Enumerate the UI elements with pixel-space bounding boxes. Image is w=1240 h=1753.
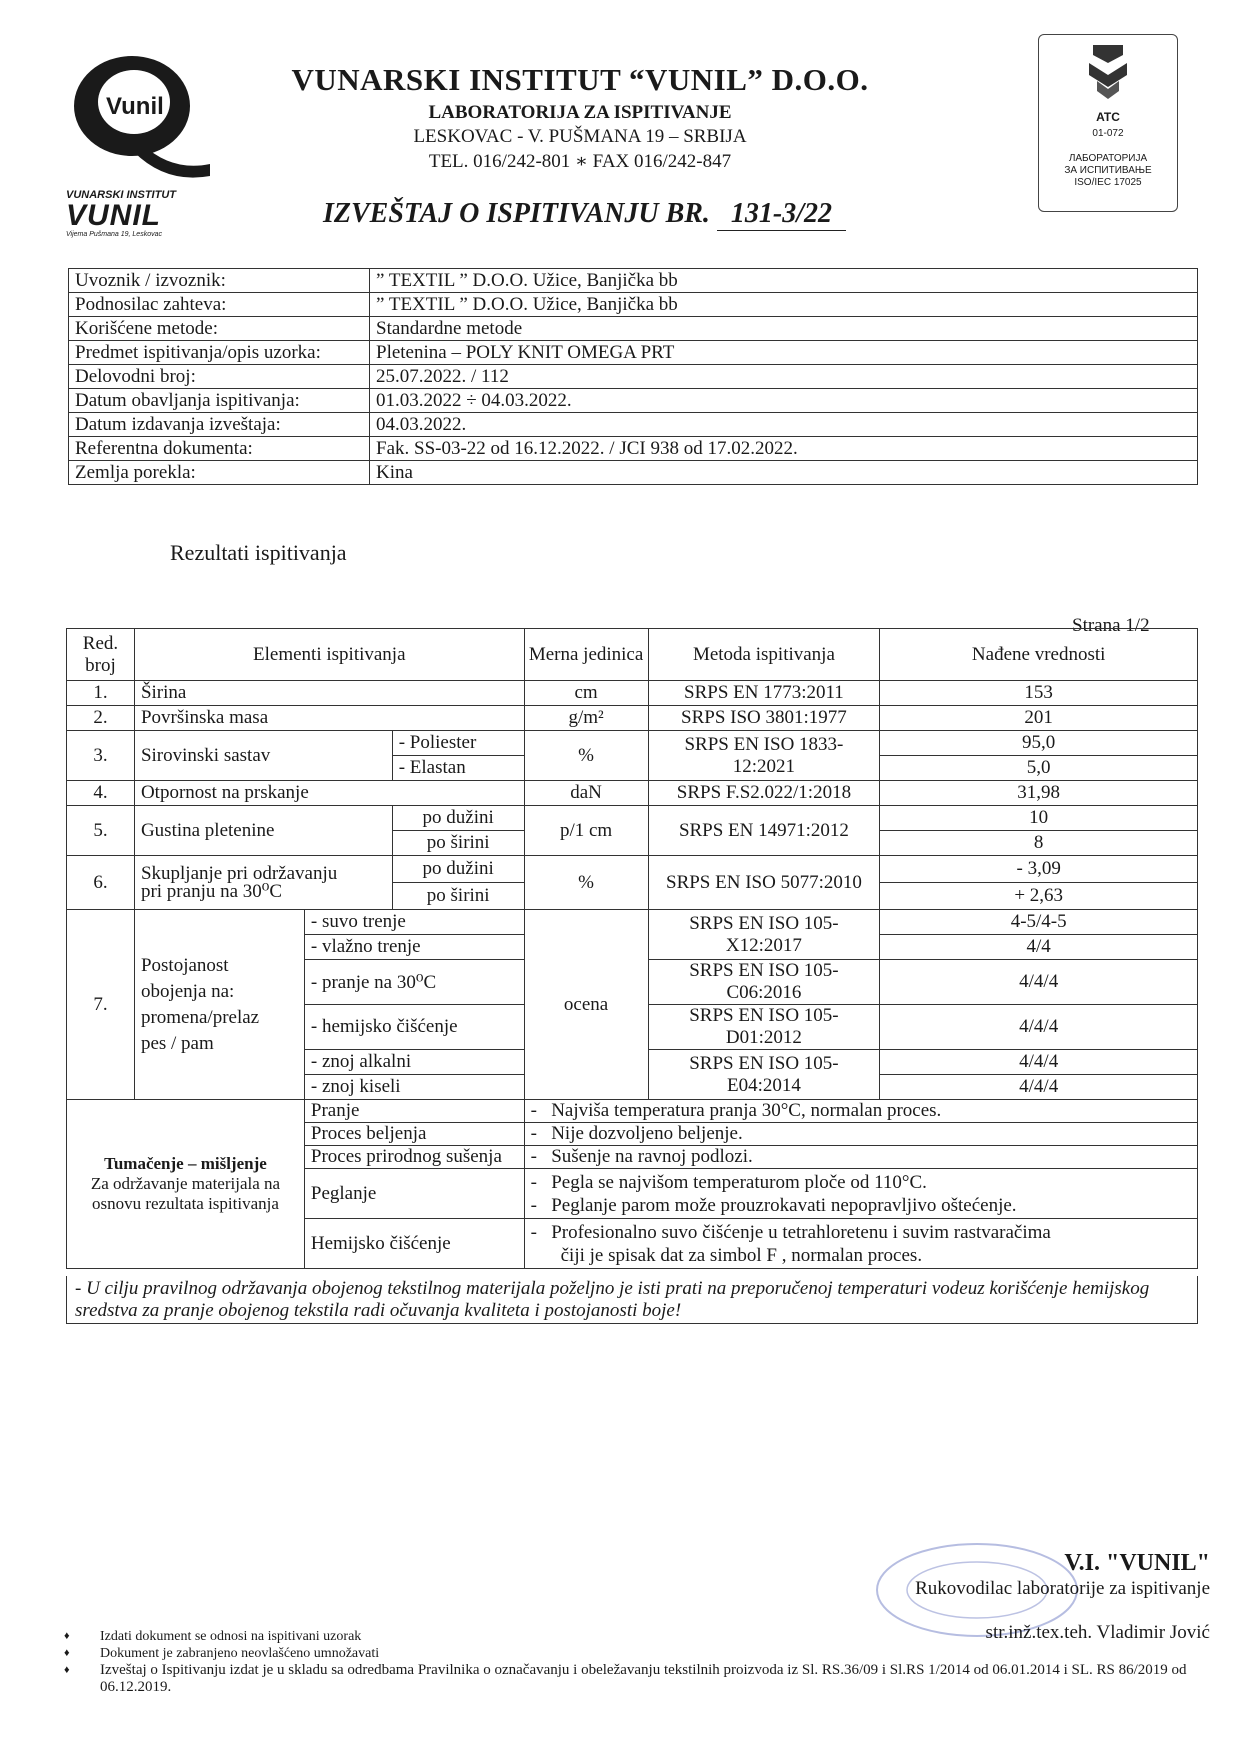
- row-subelement: po širini: [392, 831, 524, 856]
- care-dash: -: [530, 1171, 537, 1193]
- info-key: Uvoznik / izvoznik:: [69, 269, 370, 293]
- row-value: 4/4: [880, 935, 1198, 960]
- row-method: SRPS EN ISO 5077:2010: [648, 856, 880, 910]
- info-value: Kina: [370, 461, 1198, 485]
- care-key: Pranje: [304, 1100, 524, 1123]
- info-value: 01.03.2022 ÷ 04.03.2022.: [370, 389, 1198, 413]
- info-key: Referentna dokumenta:: [69, 437, 370, 461]
- col-merna-jedinica: Merna jedinica: [524, 629, 648, 681]
- report-title: [323, 198, 846, 231]
- care-dash: -: [530, 1194, 537, 1216]
- row-subelement: - pranje na 30⁰C: [304, 960, 524, 1005]
- logo-brand: Vunil: [106, 93, 164, 120]
- footer-note: ♦ Dokument je zabranjeno neovlašćeno umnožavati: [96, 1645, 1240, 1662]
- row-unit: %: [524, 731, 648, 781]
- atc-code: 01-072: [1092, 128, 1124, 139]
- atc-line-1: ЛАБОРАТОРИЈА: [1068, 153, 1148, 164]
- row-method: SRPS EN 14971:2012: [648, 806, 880, 856]
- table-row: [67, 806, 1198, 831]
- atc-accreditation-badge: [1038, 34, 1178, 212]
- table-row: [67, 731, 1198, 756]
- row-element-line-4: pes / pam: [140, 1032, 214, 1054]
- col-nadjene-vrednosti: Nađene vrednosti: [880, 629, 1198, 681]
- info-row: [69, 317, 1198, 341]
- row-no: 6.: [67, 856, 135, 910]
- logo-caption-1: VUNARSKI INSTITUT: [66, 189, 176, 201]
- row-value: 4/4/4: [880, 1050, 1198, 1075]
- row-unit: daN: [524, 781, 648, 806]
- col-elementi: Elementi ispitivanja: [134, 629, 524, 681]
- row-element: Širina: [134, 681, 524, 706]
- care-row: [67, 1100, 1198, 1123]
- row-no: 7.: [67, 910, 135, 1100]
- footer-notes: [96, 1628, 1240, 1696]
- row-method: SRPS EN ISO 105-C06:2016: [648, 960, 880, 1005]
- institute-title: VUNARSKI INSTITUT “VUNIL” D.O.O.: [291, 62, 869, 97]
- row-element: Gustina pletenine: [134, 806, 392, 856]
- signature-name: str.inž.tex.teh. Vladimir Jović: [985, 1622, 1210, 1643]
- row-value: 8: [880, 831, 1198, 856]
- care-key: Proces prirodnog sušenja: [304, 1146, 524, 1169]
- care-text: čiji je spisak dat za simbol F , normalan proces.: [560, 1244, 923, 1266]
- row-element: Sirovinski sastav: [134, 731, 392, 781]
- row-method: SRPS EN ISO 105-E04:2014: [648, 1050, 880, 1100]
- row-unit: %: [524, 856, 648, 910]
- care-dash: -: [530, 1146, 537, 1167]
- care-text: Peglanje parom može prouzrokavati nepopravljivo oštećenje.: [551, 1194, 1017, 1216]
- info-key: Delovodni broj:: [69, 365, 370, 389]
- row-element-line-2: obojenja na:: [140, 980, 235, 1002]
- row-subelement: - znoj kiseli: [304, 1075, 524, 1100]
- row-value: - 3,09: [880, 856, 1198, 883]
- table-row: [67, 910, 1198, 935]
- signature-org: V.I. "VUNIL": [1064, 1550, 1210, 1576]
- col-metoda: Metoda ispitivanja: [648, 629, 880, 681]
- info-row: [69, 365, 1198, 389]
- info-key: Zemlja porekla:: [69, 461, 370, 485]
- table-row: [67, 781, 1198, 806]
- care-key: Proces beljenja: [304, 1123, 524, 1146]
- row-value: 5,0: [880, 756, 1198, 781]
- results-title: Rezultati ispitivanja: [170, 540, 347, 565]
- info-row: [69, 269, 1198, 293]
- address: LESKOVAC - V. PUŠMANA 19 – SRBIJA: [413, 126, 747, 147]
- row-element: Površinska masa: [134, 706, 524, 731]
- lab-name: LABORATORIJA ZA ISPITIVANJE: [428, 102, 732, 123]
- care-key: Hemijsko čišćenje: [304, 1219, 524, 1269]
- row-no: 5.: [67, 806, 135, 856]
- info-value: ” TEXTIL ” D.O.O. Užice, Banjička bb: [370, 293, 1198, 317]
- row-no: 2.: [67, 706, 135, 731]
- care-value: [524, 1100, 1197, 1123]
- row-element-line-1: Skupljanje pri održavanju: [140, 862, 338, 884]
- care-title: Tumačenje – mišljenje: [104, 1154, 267, 1173]
- care-dash: -: [530, 1123, 537, 1144]
- row-method: SRPS ISO 3801:1977: [648, 706, 880, 731]
- care-note: - U cilju pravilnog održavanja obojenog tekstilnog materijala poželjno je isti prati na preporučenoj temperaturi vodeuz korišćenje hemijskog sredstva za pranje obojenog tekstila radi očuvanja kvaliteta i postojanosti boje!: [66, 1276, 1198, 1324]
- row-subelement: po dužini: [392, 806, 524, 831]
- row-value: 31,98: [880, 781, 1198, 806]
- care-value: [524, 1146, 1197, 1169]
- row-subelement: - Elastan: [392, 756, 524, 781]
- info-row: [69, 413, 1198, 437]
- row-method: SRPS F.S2.022/1:2018: [648, 781, 880, 806]
- row-unit: p/1 cm: [524, 806, 648, 856]
- row-element: [134, 910, 304, 1100]
- row-value: 95,0: [880, 731, 1198, 756]
- row-subelement: po dužini: [392, 856, 524, 883]
- atc-name: ATC: [1096, 110, 1120, 124]
- care-value: [524, 1123, 1197, 1146]
- table-row: [67, 706, 1198, 731]
- info-key: Datum izdavanja izveštaja:: [69, 413, 370, 437]
- info-value: Standardne metode: [370, 317, 1198, 341]
- care-value: [524, 1169, 1197, 1219]
- row-element-line-3: promena/prelaz: [140, 1006, 260, 1028]
- info-value: 04.03.2022.: [370, 413, 1198, 437]
- info-row: [69, 461, 1198, 485]
- care-key: Peglanje: [304, 1169, 524, 1219]
- row-unit: g/m²: [524, 706, 648, 731]
- info-value: ” TEXTIL ” D.O.O. Užice, Banjička bb: [370, 269, 1198, 293]
- row-subelement: - vlažno trenje: [304, 935, 524, 960]
- row-element: Otpornost na prskanje: [134, 781, 524, 806]
- care-text: Nije dozvoljeno beljenje.: [551, 1123, 743, 1144]
- row-method: SRPS EN ISO 1833-12:2021: [648, 731, 880, 781]
- logo-caption-2: VUNIL: [66, 199, 161, 232]
- row-method: SRPS EN 1773:2011: [648, 681, 880, 706]
- footer-note: ♦ Izdati dokument se odnosi na ispitivani uzorak: [96, 1628, 1240, 1645]
- info-key: Predmet ispitivanja/opis uzorka:: [69, 341, 370, 365]
- info-value: Pletenina – POLY KNIT OMEGA PRT: [370, 341, 1198, 365]
- info-key: Datum obavljanja ispitivanja:: [69, 389, 370, 413]
- info-value: 25.07.2022. / 112: [370, 365, 1198, 389]
- row-no: 3.: [67, 731, 135, 781]
- q-logo-icon: [62, 44, 212, 184]
- report-label: IZVEŠTAJ O ISPITIVANJU BR.: [323, 198, 710, 229]
- row-subelement: - Poliester: [392, 731, 524, 756]
- row-value: 201: [880, 706, 1198, 731]
- atc-mark-icon: [1083, 41, 1133, 101]
- row-subelement: po širini: [392, 883, 524, 910]
- row-value: 10: [880, 806, 1198, 831]
- col-red-broj: Red. broj: [67, 629, 135, 681]
- care-text: Profesionalno suvo čišćenje u tetrahloretenu i suvim rastvaračima: [551, 1221, 1051, 1243]
- info-key: Korišćene metode:: [69, 317, 370, 341]
- atc-line-2: ЗА ИСПИТИВАЊЕ: [1064, 165, 1152, 176]
- care-subtitle: Za održavanje materijala na osnovu rezultata ispitivanja: [90, 1174, 281, 1213]
- row-no: 1.: [67, 681, 135, 706]
- care-value: [524, 1219, 1197, 1269]
- vunil-logo: [62, 44, 212, 238]
- row-element-line-2: pri pranju na 30⁰C: [140, 880, 283, 902]
- table-header-row: [67, 629, 1198, 681]
- sample-info-table: [68, 268, 1198, 485]
- row-value: 4/4/4: [880, 1005, 1198, 1050]
- row-subelement: - suvo trenje: [304, 910, 524, 935]
- atc-line-3: ISO/IEC 17025: [1074, 177, 1142, 188]
- care-text: Pegla se najvišom temperaturom ploče od 110°C.: [551, 1171, 927, 1193]
- care-dash: -: [530, 1221, 537, 1243]
- report-number: 131-3/22: [717, 198, 846, 231]
- info-row: [69, 341, 1198, 365]
- table-row: [67, 856, 1198, 883]
- row-value: + 2,63: [880, 883, 1198, 910]
- page-number: Strana 1/2: [1072, 615, 1150, 636]
- row-unit: ocena: [524, 910, 648, 1100]
- care-text: Najviša temperatura pranja 30°C, normalan proces.: [551, 1100, 942, 1121]
- phone: TEL. 016/242-801 ∗ FAX 016/242-847: [428, 151, 732, 172]
- signature-role: Rukovodilac laboratorije za ispitivanje: [915, 1578, 1210, 1599]
- row-method: SRPS EN ISO 105-X12:2017: [648, 910, 880, 960]
- table-row: [67, 681, 1198, 706]
- row-no: 4.: [67, 781, 135, 806]
- info-row: [69, 389, 1198, 413]
- footer-note: ♦ Izveštaj o Ispitivanju izdat je u skladu sa odredbama Pravilnika o označavanju i obeležavanju tekstilnih proizvoda iz Sl. RS.36/09 i Sl.RS 1/2014 od 06.01.2014 i SL. RS 86/2019 od 06.12.2019.: [96, 1662, 1220, 1696]
- info-value: Fak. SS-03-22 od 16.12.2022. / JCI 938 od 17.02.2022.: [370, 437, 1198, 461]
- row-value: 4-5/4-5: [880, 910, 1198, 935]
- row-element: [134, 856, 392, 910]
- row-value: 4/4/4: [880, 960, 1198, 1005]
- info-row: [69, 437, 1198, 461]
- care-heading-cell: [67, 1100, 305, 1269]
- row-method: SRPS EN ISO 105-D01:2012: [648, 1005, 880, 1050]
- row-subelement: - hemijsko čišćenje: [304, 1005, 524, 1050]
- info-key: Podnosilac zahteva:: [69, 293, 370, 317]
- row-value: 4/4/4: [880, 1075, 1198, 1100]
- row-element-line-1: Postojanost: [140, 954, 229, 976]
- row-value: 153: [880, 681, 1198, 706]
- results-table: [66, 628, 1198, 1269]
- row-subelement: - znoj alkalni: [304, 1050, 524, 1075]
- info-row: [69, 293, 1198, 317]
- row-unit: cm: [524, 681, 648, 706]
- care-text: Sušenje na ravnoj podlozi.: [551, 1146, 753, 1167]
- header: [260, 62, 900, 173]
- logo-caption-3: Vijema Pušmana 19, Leskovac: [66, 231, 162, 238]
- care-dash: -: [530, 1100, 537, 1121]
